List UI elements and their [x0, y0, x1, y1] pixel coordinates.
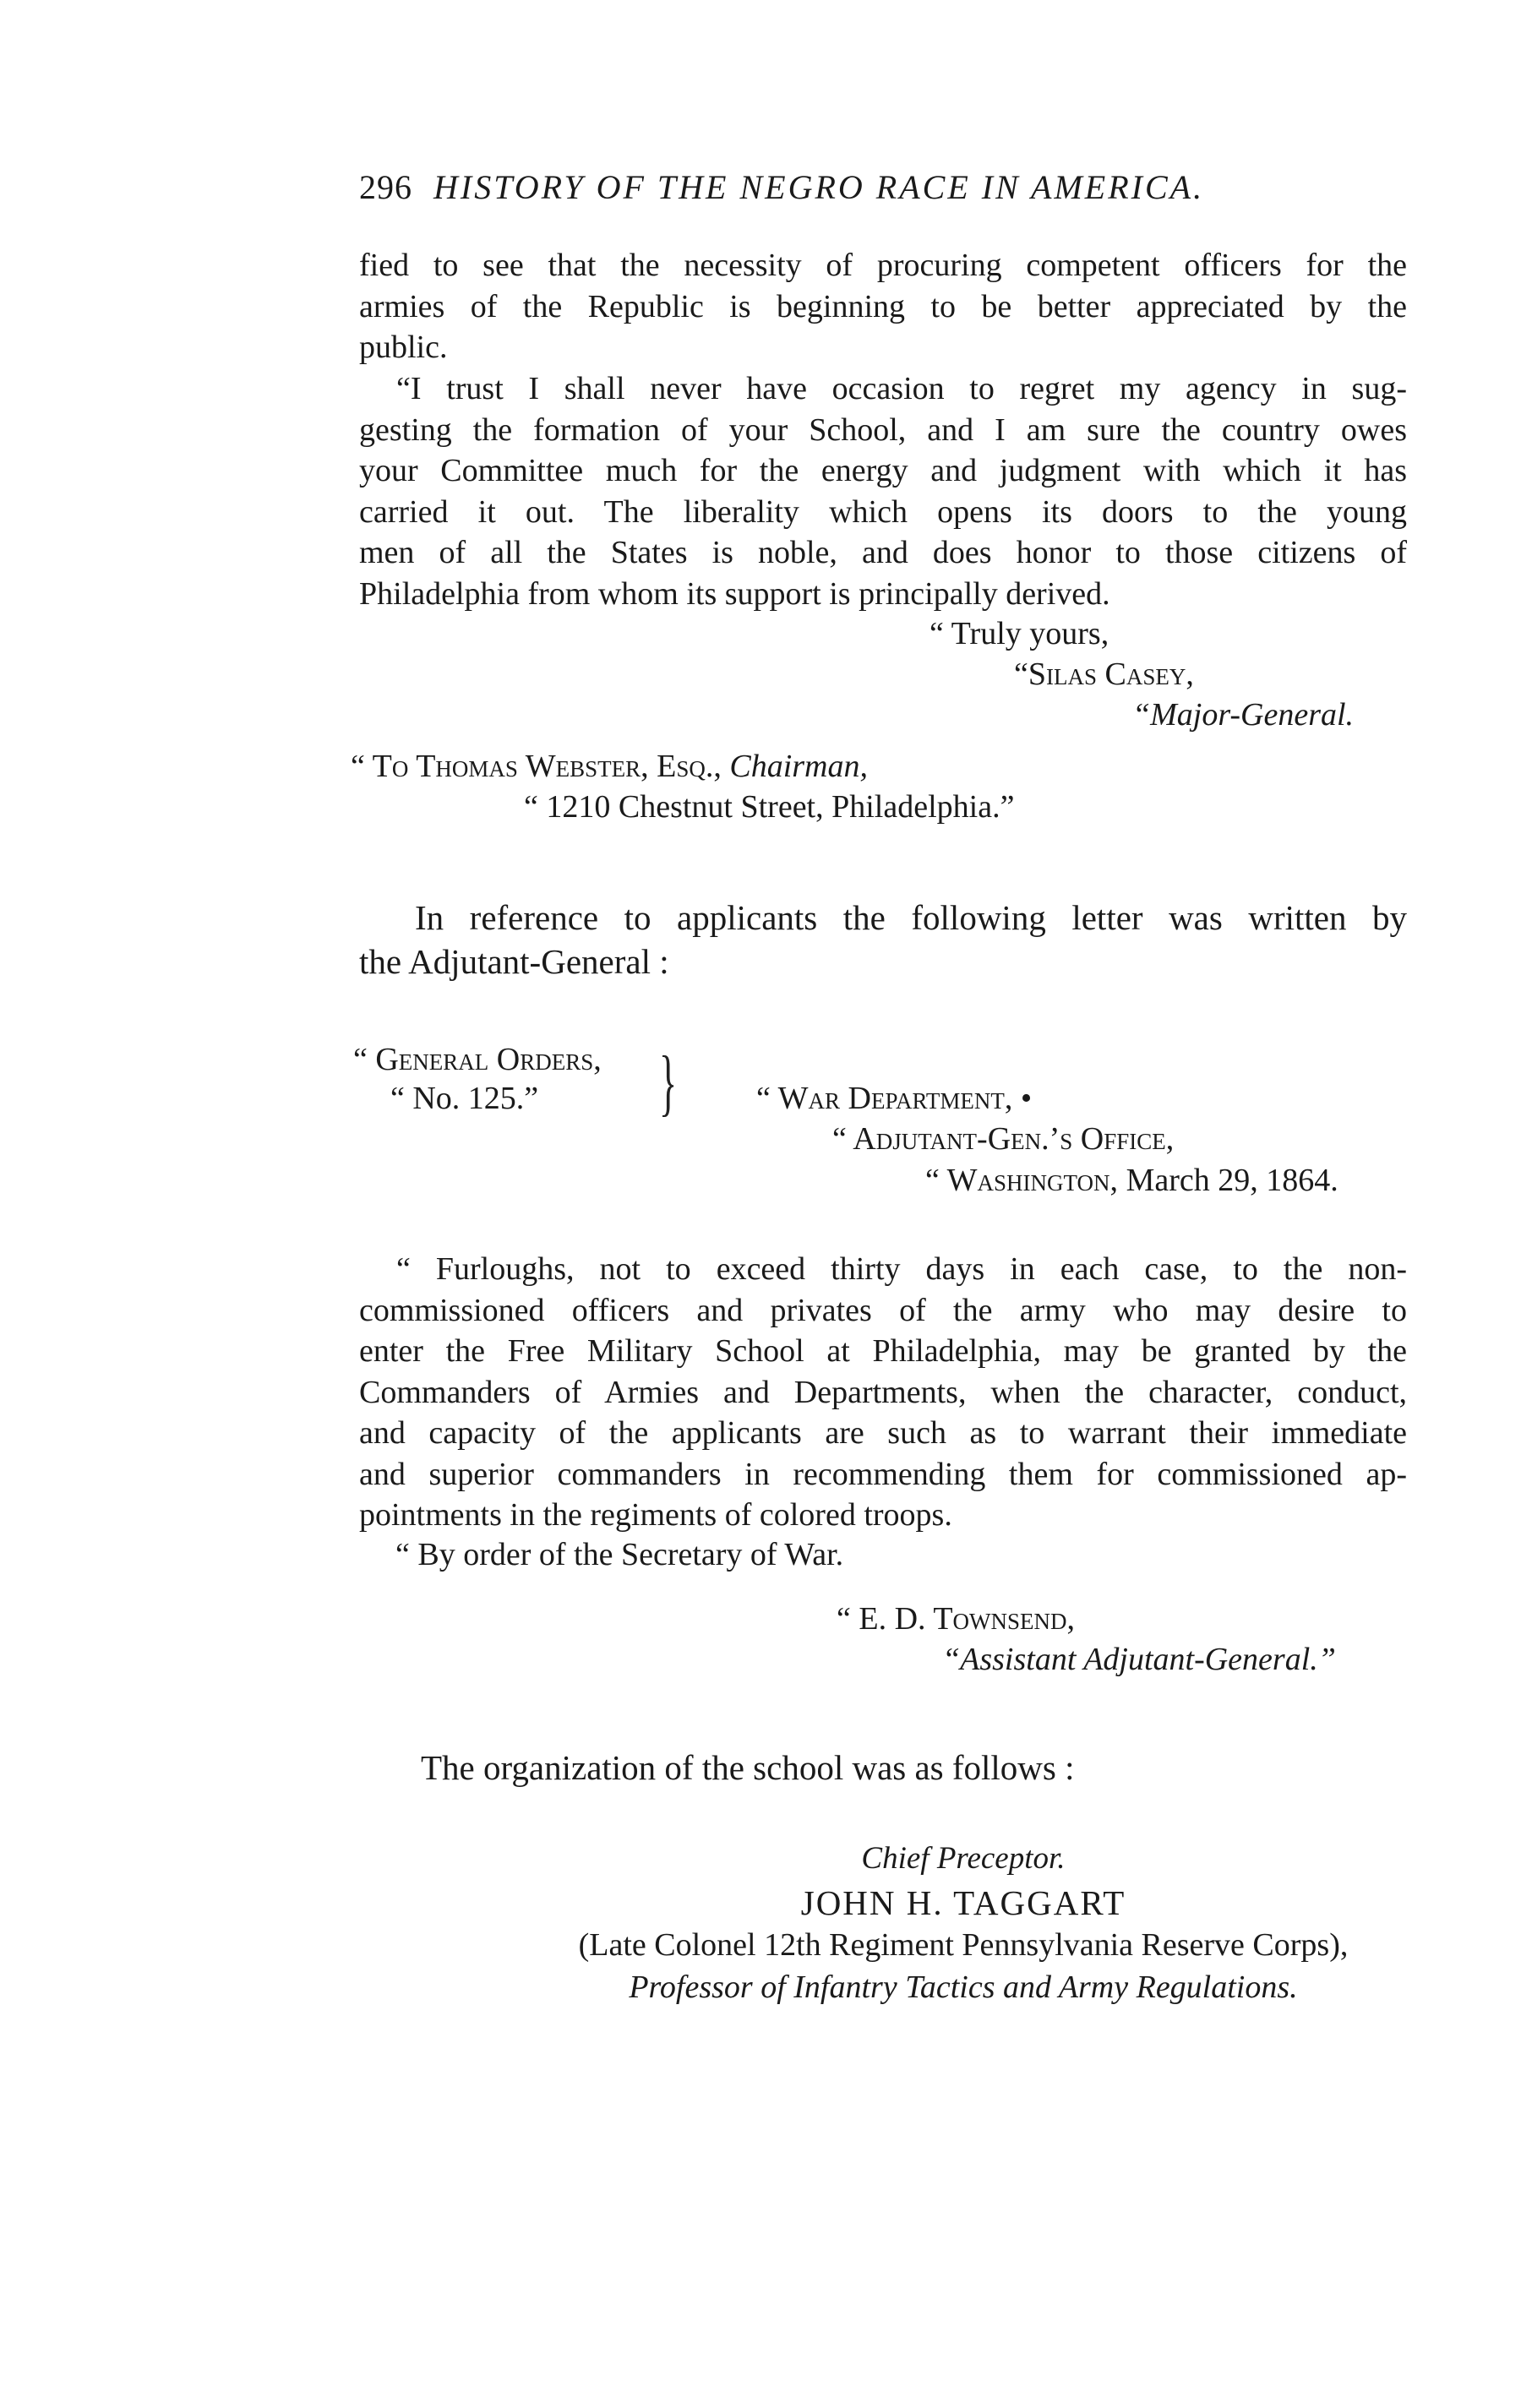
addressee-name: “ To Thomas Webster, Esq.,: [351, 749, 722, 784]
brace-symbol: }: [659, 1042, 678, 1124]
letter-closing: “ Truly yours,: [930, 616, 1109, 651]
addressee-title: Chairman,: [729, 749, 868, 784]
adjutant-office: “ Adjutant-Gen.’s Office,: [832, 1121, 1175, 1157]
text-line: and capacity of the applicants are such as to warrant their immediate: [359, 1415, 1407, 1451]
page-number: 296: [359, 168, 412, 206]
text-line: In reference to applicants the following letter was written by: [415, 898, 1407, 937]
text-line: Philadelphia from whom its support is principally derived.: [359, 575, 1110, 612]
text-line: and superior commanders in recommending them for commissioned ap-: [359, 1456, 1407, 1492]
text-line: pointments in the regiments of colored troops.: [359, 1497, 952, 1533]
text-line: “ Furloughs, not to exceed thirty days in each case, to the non-: [396, 1251, 1407, 1287]
text-line: Commanders of Armies and Departments, when the character, conduct,: [359, 1374, 1407, 1410]
addressee-address: “ 1210 Chestnut Street, Philadelphia.”: [524, 789, 1015, 825]
general-orders-number: “ No. 125.”: [390, 1081, 539, 1116]
townsend-name: “ E. D. Townsend,: [837, 1601, 1076, 1637]
addressee: [351, 748, 868, 785]
book-title: HISTORY OF THE NEGRO RACE IN AMERICA.: [433, 168, 1205, 206]
running-head: [359, 167, 1204, 207]
text-line: gesting the formation of your School, and I am sure the country owes: [359, 411, 1407, 448]
text-line: carried it out. The liberality which opens its doors to the young: [359, 493, 1407, 530]
text-line: “I trust I shall never have occasion to regret my agency in sug-: [396, 371, 1407, 406]
taggart-role: Professor of Infantry Tactics and Army Regulations.: [629, 1969, 1298, 2005]
casey-letter-paragraph-1: [359, 245, 1407, 368]
text-line: your Committee much for the energy and judgment with which it has: [359, 453, 1407, 488]
dateline-place: “ Washington,: [925, 1163, 1119, 1198]
signer-name: “Silas Casey,: [1014, 656, 1194, 692]
dateline: [925, 1162, 1338, 1199]
taggart-rank: (Late Colonel 12th Regiment Pennsylvania Reserve Corps),: [578, 1927, 1349, 1963]
general-orders-label: “ General Orders,: [353, 1042, 602, 1077]
text-line: men of all the States is noble, and does honor to those citizens of: [359, 535, 1407, 570]
text-line: the Adjutant-General :: [359, 942, 669, 981]
by-order-line: “ By order of the Secretary of War.: [395, 1537, 844, 1572]
chief-preceptor-heading: Chief Preceptor.: [861, 1841, 1066, 1876]
dateline-date: March 29, 1864.: [1126, 1163, 1338, 1198]
applicants-intro: [359, 896, 1407, 983]
text-line: fied to see that the necessity of procuring competent officers for the: [359, 248, 1407, 283]
text-line: enter the Free Military School at Philadelphia, may be granted by the: [359, 1333, 1407, 1369]
war-department: “ War Department, •: [756, 1081, 1033, 1116]
signer-title: “Major-General.: [1132, 697, 1355, 733]
text-line: commissioned officers and privates of the army who may desire to: [359, 1292, 1407, 1328]
townsend-title: “Assistant Adjutant-General.”: [942, 1642, 1336, 1677]
taggart-name: JOHN H. TAGGART: [800, 1883, 1126, 1922]
furloughs-paragraph: [359, 1249, 1407, 1536]
text-line: public.: [359, 330, 448, 365]
organization-intro: The organization of the school was as follows :: [421, 1748, 1075, 1787]
text-line: armies of the Republic is beginning to be better appreciated by the: [359, 288, 1407, 324]
casey-letter-paragraph-2: [359, 368, 1407, 614]
